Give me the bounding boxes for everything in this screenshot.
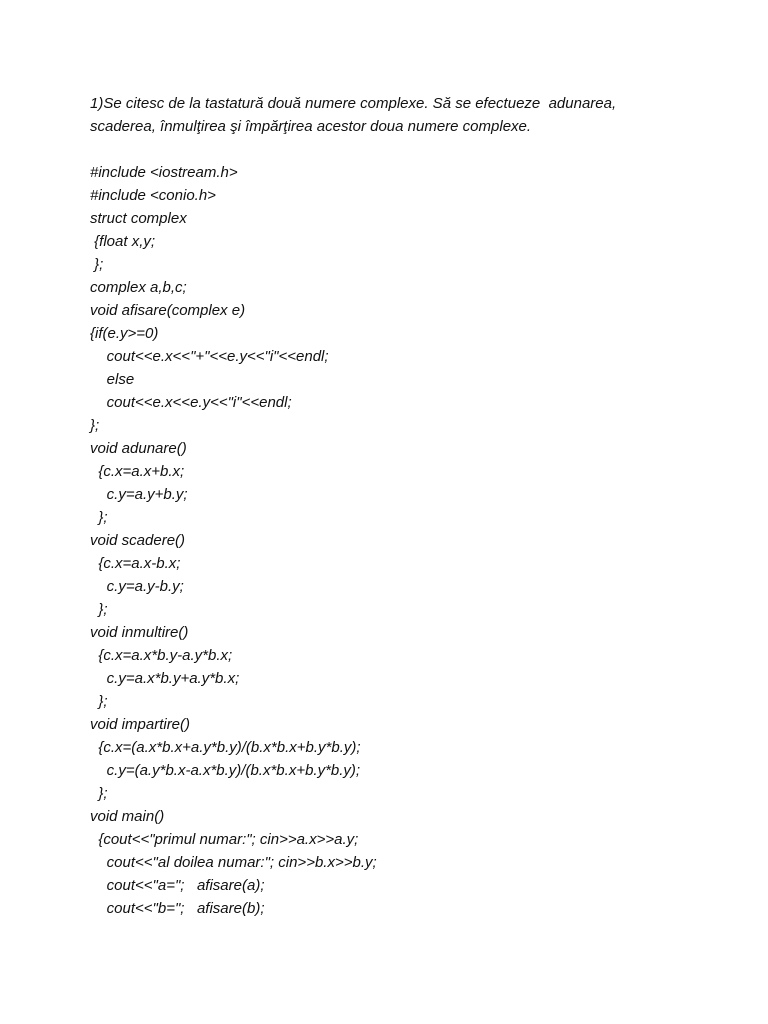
code-line: }; <box>90 693 108 710</box>
code-line: }; <box>90 417 100 434</box>
code-line: #include <iostream.h> <box>90 164 238 181</box>
code-line: }; <box>90 509 108 526</box>
code-line: }; <box>90 256 104 273</box>
code-line: else <box>90 371 135 388</box>
code-line: c.y=a.y-b.y; <box>90 578 184 595</box>
paragraph-spacer <box>90 138 730 161</box>
code-line: complex a,b,c; <box>90 279 187 296</box>
code-line: struct complex <box>90 210 187 227</box>
code-line: void inmultire() <box>90 624 189 641</box>
code-line: void main() <box>90 808 165 825</box>
code-line: void impartire() <box>90 716 191 733</box>
code-line: c.y=(a.y*b.x-a.x*b.y)/(b.x*b.x+b.y*b.y); <box>90 762 361 779</box>
problem-statement-line-2: scaderea, înmulţirea şi împărţirea acestor doua numere complexe. <box>90 118 532 135</box>
code-line: cout<<e.x<<e.y<<"i"<<endl; <box>90 394 292 411</box>
code-line: {c.x=a.x-b.x; <box>90 555 181 572</box>
code-line: void scadere() <box>90 532 186 549</box>
code-line: void adunare() <box>90 440 187 457</box>
code-line: #include <conio.h> <box>90 187 216 204</box>
code-listing <box>90 161 730 920</box>
code-line: {c.x=(a.x*b.x+a.y*b.y)/(b.x*b.x+b.y*b.y); <box>90 739 361 756</box>
problem-statement-line-1: 1)Se citesc de la tastatură două numere complexe. Să se efectueze adunarea, <box>90 95 617 112</box>
code-line: c.y=a.x*b.y+a.y*b.x; <box>90 670 240 687</box>
code-line: {c.x=a.x*b.y-a.y*b.x; <box>90 647 233 664</box>
code-line: cout<<"al doilea numar:"; cin>>b.x>>b.y; <box>90 854 377 871</box>
code-line: }; <box>90 785 108 802</box>
code-line: {c.x=a.x+b.x; <box>90 463 185 480</box>
code-line: cout<<e.x<<"+"<<e.y<<"i"<<endl; <box>90 348 329 365</box>
document-body <box>90 92 730 920</box>
code-line: {if(e.y>=0) <box>90 325 159 342</box>
code-line: void afisare(complex e) <box>90 302 246 319</box>
code-line: cout<<"a="; afisare(a); <box>90 877 265 894</box>
code-line: {float x,y; <box>90 233 156 250</box>
code-line: }; <box>90 601 108 618</box>
code-line: cout<<"b="; afisare(b); <box>90 900 265 917</box>
code-line: c.y=a.y+b.y; <box>90 486 188 503</box>
code-line: {cout<<"primul numar:"; cin>>a.x>>a.y; <box>90 831 359 848</box>
